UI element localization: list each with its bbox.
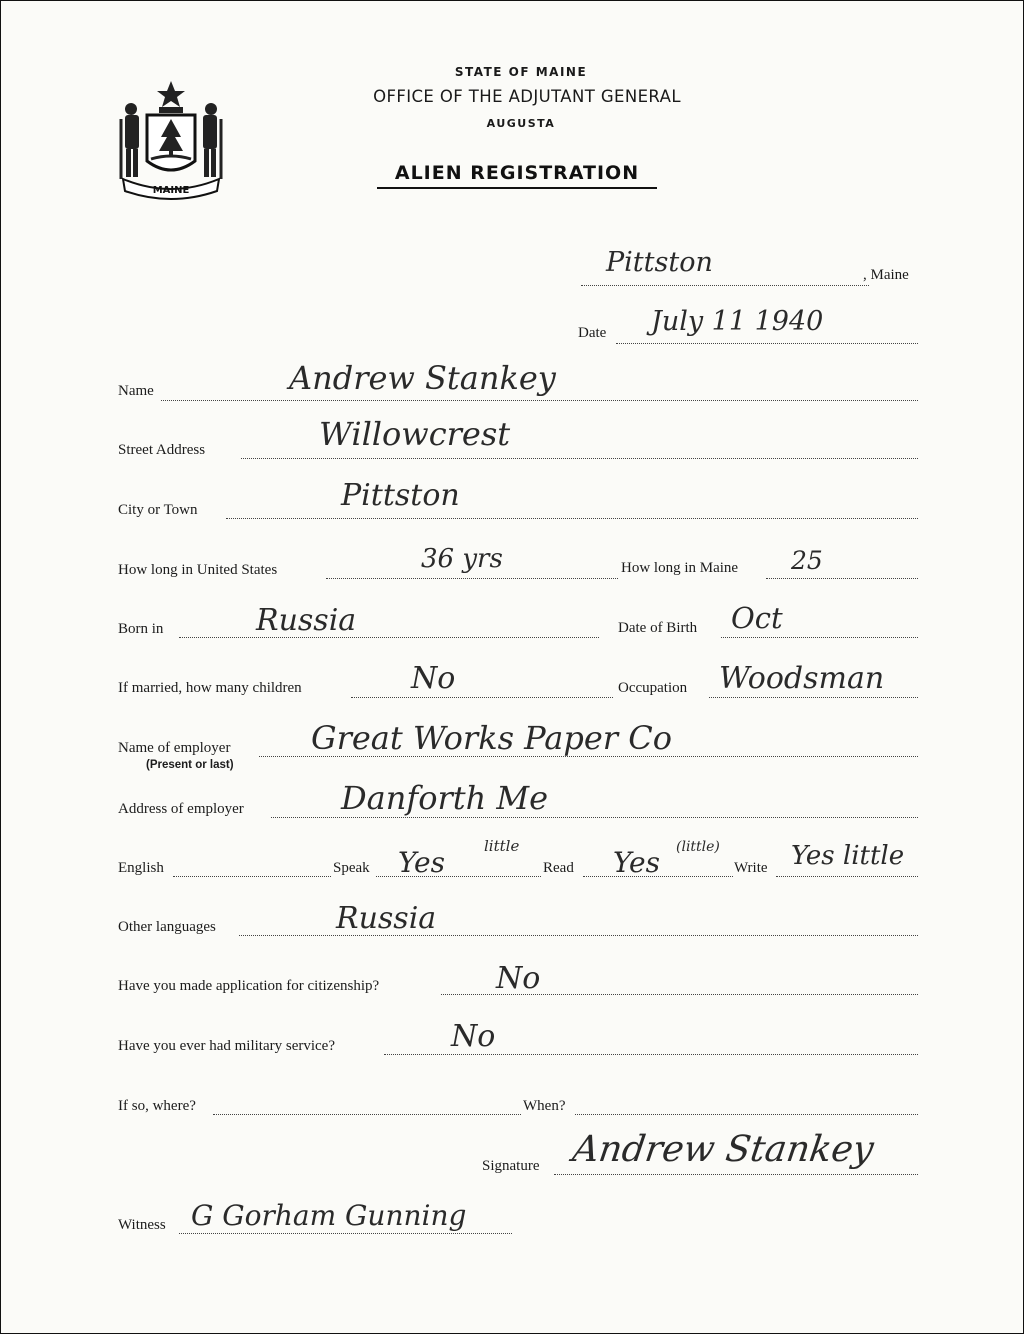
occupation-line	[709, 697, 918, 698]
other-languages-value: Russia	[336, 901, 437, 936]
speak-value: Yes	[398, 846, 445, 879]
street-line	[241, 458, 918, 459]
write-line	[776, 876, 918, 877]
witness-value: G Gorham Gunning	[191, 1199, 467, 1232]
born-in-label: Born in	[118, 621, 164, 637]
how-long-us-value: 36 yrs	[421, 544, 503, 574]
children-value: No	[411, 661, 456, 696]
military-value: No	[451, 1019, 496, 1054]
children-line	[351, 697, 613, 698]
employer-address-line	[271, 817, 918, 818]
maine-label: , Maine	[863, 267, 909, 283]
employer-address-value: Danforth Me	[341, 779, 549, 817]
seal-banner-text: MAINE	[152, 185, 190, 196]
place-value: Pittston	[606, 247, 713, 278]
read-note: (little)	[676, 839, 720, 855]
military-label: Have you ever had military service?	[118, 1038, 335, 1054]
employer-value: Great Works Paper Co	[311, 719, 672, 757]
date-line	[616, 343, 918, 344]
read-label: Read	[543, 860, 574, 876]
english-label: English	[118, 860, 164, 876]
when-line	[575, 1114, 918, 1115]
street-label: Street Address	[118, 442, 206, 458]
place-line	[581, 285, 869, 286]
signature-value: Andrew Stankey	[570, 1129, 877, 1170]
occupation-value: Woodsman	[719, 661, 885, 696]
employer-address-label: Address of employer	[118, 801, 244, 817]
signature-line	[554, 1174, 918, 1175]
how-long-us-line	[326, 578, 618, 579]
how-long-maine-label: How long in Maine	[621, 560, 739, 576]
witness-line	[179, 1233, 512, 1234]
dob-line	[721, 637, 918, 638]
born-in-line	[179, 637, 599, 638]
how-long-maine-line	[766, 578, 918, 579]
write-value: Yes little	[791, 841, 905, 871]
read-value: Yes	[613, 846, 660, 879]
office-heading: OFFICE OF THE ADJUTANT GENERAL	[373, 87, 681, 106]
witness-label: Witness	[118, 1217, 166, 1233]
form-title: ALIEN REGISTRATION	[377, 162, 657, 189]
other-languages-label: Other languages	[118, 919, 216, 935]
where-label: If so, where?	[118, 1098, 196, 1114]
born-in-value: Russia	[256, 603, 357, 638]
name-line	[161, 400, 918, 401]
date-label: Date	[578, 325, 607, 341]
how-long-maine-value: 25	[791, 546, 823, 575]
when-label: When?	[523, 1098, 566, 1114]
state-heading: STATE OF MAINE	[454, 65, 588, 79]
name-label: Name	[118, 383, 154, 399]
speak-label: Speak	[333, 860, 370, 876]
employer-note: (Present or last)	[146, 759, 234, 771]
city-value: Pittston	[341, 478, 460, 513]
city-heading: AUGUSTA	[486, 117, 556, 130]
where-line	[213, 1114, 521, 1115]
employer-label: Name of employer	[118, 740, 231, 756]
signature-label: Signature	[482, 1158, 540, 1174]
write-label: Write	[734, 860, 768, 876]
dob-value: Oct	[731, 601, 783, 635]
date-value: July 11 1940	[651, 306, 824, 337]
speak-note: little	[484, 837, 520, 855]
english-line	[173, 876, 331, 877]
married-label: If married, how many children	[118, 680, 302, 696]
dob-label: Date of Birth	[618, 620, 698, 636]
how-long-us-label: How long in United States	[118, 562, 278, 578]
name-value: Andrew Stankey	[289, 359, 556, 397]
occupation-label: Occupation	[618, 680, 688, 696]
citizenship-value: No	[496, 961, 541, 996]
citizenship-label: Have you made application for citizenship?	[118, 978, 380, 994]
city-line	[226, 518, 918, 519]
street-value: Willowcrest	[319, 415, 511, 453]
city-label: City or Town	[118, 502, 198, 518]
military-line	[384, 1054, 918, 1055]
